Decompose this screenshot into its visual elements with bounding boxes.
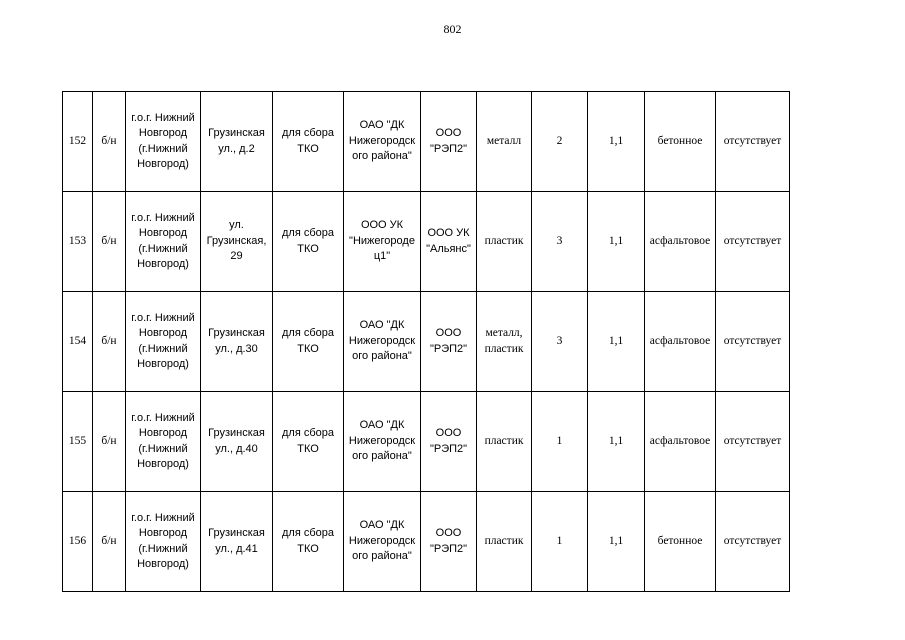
operator-cell: ООО "РЭП2": [421, 92, 477, 192]
surface-type-cell: бетонное: [645, 92, 716, 192]
container-volume-cell: 1,1: [588, 92, 645, 192]
purpose-cell: для сбора ТКО: [273, 292, 344, 392]
surface-type-cell: асфальтовое: [645, 192, 716, 292]
table-row: [63, 392, 790, 492]
page-number: 802: [443, 22, 462, 36]
fence-cell: отсутствует: [716, 492, 790, 592]
container-count-cell: 3: [532, 292, 588, 392]
purpose-cell: для сбора ТКО: [273, 492, 344, 592]
table-row: [63, 192, 790, 292]
fence-cell: отсутствует: [716, 92, 790, 192]
address-cell: Грузинская ул., д.40: [201, 392, 273, 492]
container-material-cell: металл, пластик: [477, 292, 532, 392]
purpose-cell: для сбора ТКО: [273, 392, 344, 492]
purpose-cell: для сбора ТКО: [273, 92, 344, 192]
address-cell: ул. Грузинская, 29: [201, 192, 273, 292]
row-number-cell: 152: [63, 92, 93, 192]
surface-type-cell: асфальтовое: [645, 292, 716, 392]
fence-cell: отсутствует: [716, 392, 790, 492]
container-material-cell: металл: [477, 92, 532, 192]
fence-cell: отсутствует: [716, 192, 790, 292]
container-volume-cell: 1,1: [588, 192, 645, 292]
row-number-cell: 155: [63, 392, 93, 492]
municipality-cell: г.о.г. Нижний Новгород (г.Нижний Новгород): [126, 392, 201, 492]
number-cell: б/н: [93, 392, 126, 492]
waste-sites-table: [62, 91, 790, 592]
surface-type-cell: бетонное: [645, 492, 716, 592]
row-number-cell: 153: [63, 192, 93, 292]
number-cell: б/н: [93, 492, 126, 592]
container-volume-cell: 1,1: [588, 292, 645, 392]
municipality-cell: г.о.г. Нижний Новгород (г.Нижний Новгород): [126, 92, 201, 192]
table-row: [63, 92, 790, 192]
table-row: [63, 292, 790, 392]
container-count-cell: 2: [532, 92, 588, 192]
row-number-cell: 154: [63, 292, 93, 392]
fence-cell: отсутствует: [716, 292, 790, 392]
management-company-cell: ОАО "ДК Нижегородск ого района": [344, 392, 421, 492]
operator-cell: ООО "РЭП2": [421, 392, 477, 492]
management-company-cell: ОАО "ДК Нижегородск ого района": [344, 492, 421, 592]
address-cell: Грузинская ул., д.30: [201, 292, 273, 392]
surface-type-cell: асфальтовое: [645, 392, 716, 492]
municipality-cell: г.о.г. Нижний Новгород (г.Нижний Новгород): [126, 192, 201, 292]
purpose-cell: для сбора ТКО: [273, 192, 344, 292]
management-company-cell: ООО УК "Нижегороде ц1": [344, 192, 421, 292]
address-cell: Грузинская ул., д.2: [201, 92, 273, 192]
management-company-cell: ОАО "ДК Нижегородск ого района": [344, 92, 421, 192]
number-cell: б/н: [93, 92, 126, 192]
container-material-cell: пластик: [477, 492, 532, 592]
container-material-cell: пластик: [477, 192, 532, 292]
container-volume-cell: 1,1: [588, 492, 645, 592]
number-cell: б/н: [93, 192, 126, 292]
management-company-cell: ОАО "ДК Нижегородск ого района": [344, 292, 421, 392]
number-cell: б/н: [93, 292, 126, 392]
row-number-cell: 156: [63, 492, 93, 592]
container-count-cell: 3: [532, 192, 588, 292]
operator-cell: ООО УК "Альянс": [421, 192, 477, 292]
table-body: [63, 92, 790, 592]
container-count-cell: 1: [532, 492, 588, 592]
container-volume-cell: 1,1: [588, 392, 645, 492]
container-material-cell: пластик: [477, 392, 532, 492]
operator-cell: ООО "РЭП2": [421, 292, 477, 392]
address-cell: Грузинская ул., д.41: [201, 492, 273, 592]
municipality-cell: г.о.г. Нижний Новгород (г.Нижний Новгород): [126, 292, 201, 392]
table-row: [63, 492, 790, 592]
municipality-cell: г.о.г. Нижний Новгород (г.Нижний Новгород): [126, 492, 201, 592]
container-count-cell: 1: [532, 392, 588, 492]
operator-cell: ООО "РЭП2": [421, 492, 477, 592]
